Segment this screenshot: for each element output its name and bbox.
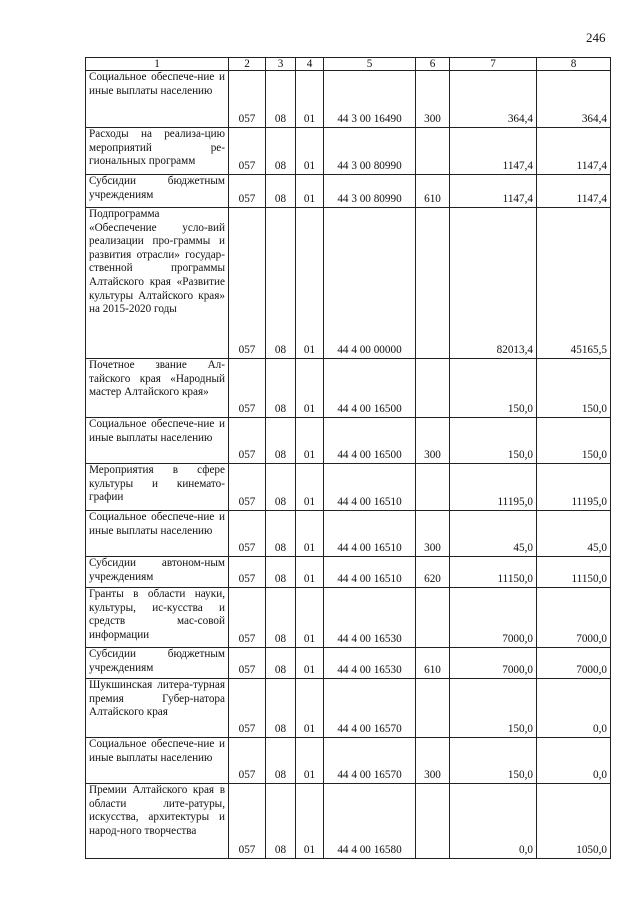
subsection-code: 01	[296, 738, 324, 784]
amount-col8: 7000,0	[537, 588, 611, 648]
subsection-code: 01	[296, 679, 324, 738]
amount-col8: 150,0	[537, 418, 611, 464]
section-code: 08	[266, 128, 296, 175]
column-header: 7	[450, 58, 537, 71]
ministry-code: 057	[229, 418, 266, 464]
expense-name: Социальное обеспече-ние и иные выплаты населению	[86, 738, 229, 784]
table-row	[86, 128, 611, 175]
subsection-code: 01	[296, 71, 324, 128]
amount-col8: 1050,0	[537, 784, 611, 859]
target-code: 44 4 00 16510	[324, 511, 416, 557]
expense-name: Социальное обеспече-ние и иные выплаты населению	[86, 71, 229, 128]
subsection-code: 01	[296, 208, 324, 359]
expense-name: Субсидии автоном-ным учреждениям	[86, 557, 229, 588]
section-code: 08	[266, 784, 296, 859]
table-row	[86, 175, 611, 208]
amount-col8: 45,0	[537, 511, 611, 557]
section-code: 08	[266, 679, 296, 738]
column-header: 1	[86, 58, 229, 71]
section-code: 08	[266, 557, 296, 588]
column-header: 4	[296, 58, 324, 71]
ministry-code: 057	[229, 511, 266, 557]
section-code: 08	[266, 71, 296, 128]
subsection-code: 01	[296, 557, 324, 588]
expense-type-code	[416, 208, 450, 359]
amount-col7: 1147,4	[450, 128, 537, 175]
expense-name: Почетное звание Ал-тайского края «Народный мастер Алтайского края»	[86, 359, 229, 418]
section-code: 08	[266, 648, 296, 679]
target-code: 44 3 00 80990	[324, 128, 416, 175]
column-header: 5	[324, 58, 416, 71]
expense-name: Премии Алтайского края в области лите-ратуры, искусства, архитектуры и народ-ного творчества	[86, 784, 229, 859]
ministry-code: 057	[229, 128, 266, 175]
amount-col8: 7000,0	[537, 648, 611, 679]
amount-col8: 11150,0	[537, 557, 611, 588]
expense-type-code: 610	[416, 175, 450, 208]
column-header: 2	[229, 58, 266, 71]
amount-col7: 1147,4	[450, 175, 537, 208]
amount-col8: 1147,4	[537, 175, 611, 208]
expense-name: Субсидии бюджетным учреждениям	[86, 648, 229, 679]
target-code: 44 4 00 16570	[324, 679, 416, 738]
page-number: 246	[586, 30, 606, 45]
table-row	[86, 464, 611, 511]
amount-col7: 82013,4	[450, 208, 537, 359]
expense-name: Шукшинская литера-турная премия Губер-натора Алтайского края	[86, 679, 229, 738]
target-code: 44 4 00 16570	[324, 738, 416, 784]
ministry-code: 057	[229, 208, 266, 359]
expense-type-code	[416, 784, 450, 859]
amount-col7: 11150,0	[450, 557, 537, 588]
table-row	[86, 588, 611, 648]
section-code: 08	[266, 464, 296, 511]
target-code: 44 4 00 16510	[324, 557, 416, 588]
subsection-code: 01	[296, 175, 324, 208]
expense-name: Социальное обеспече-ние и иные выплаты населению	[86, 418, 229, 464]
column-header: 3	[266, 58, 296, 71]
section-code: 08	[266, 738, 296, 784]
section-code: 08	[266, 175, 296, 208]
amount-col7: 0,0	[450, 784, 537, 859]
amount-col7: 11195,0	[450, 464, 537, 511]
table-row	[86, 71, 611, 128]
ministry-code: 057	[229, 359, 266, 418]
target-code: 44 4 00 16530	[324, 648, 416, 679]
table-row	[86, 679, 611, 738]
expense-type-code: 300	[416, 511, 450, 557]
ministry-code: 057	[229, 71, 266, 128]
expense-type-code: 620	[416, 557, 450, 588]
expense-type-code	[416, 679, 450, 738]
amount-col7: 150,0	[450, 679, 537, 738]
table-header-row	[86, 58, 611, 71]
table-row	[86, 738, 611, 784]
amount-col8: 11195,0	[537, 464, 611, 511]
subsection-code: 01	[296, 511, 324, 557]
amount-col8: 0,0	[537, 679, 611, 738]
target-code: 44 3 00 16490	[324, 71, 416, 128]
section-code: 08	[266, 359, 296, 418]
expense-type-code	[416, 359, 450, 418]
amount-col8: 0,0	[537, 738, 611, 784]
table-row	[86, 557, 611, 588]
subsection-code: 01	[296, 464, 324, 511]
amount-col8: 1147,4	[537, 128, 611, 175]
table-row	[86, 648, 611, 679]
table-row	[86, 208, 611, 359]
expense-type-code	[416, 128, 450, 175]
expense-name: Гранты в области науки, культуры, ис-кусства и средств мас-совой информации	[86, 588, 229, 648]
expense-name: Подпрограмма «Обеспечение усло-вий реализации про-граммы и развития отрасли» государ-ственной программы Алтайского края «Развитие культуры Алтайского края» на 2015-2020 годы	[86, 208, 229, 359]
budget-table	[85, 57, 611, 859]
amount-col7: 45,0	[450, 511, 537, 557]
expense-name: Расходы на реализа-цию мероприятий ре-гиональных программ	[86, 128, 229, 175]
amount-col7: 7000,0	[450, 648, 537, 679]
target-code: 44 4 00 16500	[324, 418, 416, 464]
ministry-code: 057	[229, 464, 266, 511]
target-code: 44 4 00 16500	[324, 359, 416, 418]
subsection-code: 01	[296, 128, 324, 175]
ministry-code: 057	[229, 738, 266, 784]
target-code: 44 4 00 00000	[324, 208, 416, 359]
column-header: 6	[416, 58, 450, 71]
subsection-code: 01	[296, 359, 324, 418]
amount-col8: 364,4	[537, 71, 611, 128]
ministry-code: 057	[229, 557, 266, 588]
amount-col7: 364,4	[450, 71, 537, 128]
column-header: 8	[537, 58, 611, 71]
target-code: 44 4 00 16580	[324, 784, 416, 859]
amount-col8: 45165,5	[537, 208, 611, 359]
amount-col8: 150,0	[537, 359, 611, 418]
amount-col7: 150,0	[450, 359, 537, 418]
subsection-code: 01	[296, 648, 324, 679]
table-row	[86, 418, 611, 464]
ministry-code: 057	[229, 175, 266, 208]
ministry-code: 057	[229, 679, 266, 738]
table-row	[86, 784, 611, 859]
expense-type-code: 300	[416, 738, 450, 784]
table-row	[86, 359, 611, 418]
expense-type-code: 610	[416, 648, 450, 679]
expense-type-code	[416, 464, 450, 511]
subsection-code: 01	[296, 784, 324, 859]
expense-type-code: 300	[416, 71, 450, 128]
section-code: 08	[266, 588, 296, 648]
expense-type-code	[416, 588, 450, 648]
target-code: 44 4 00 16510	[324, 464, 416, 511]
ministry-code: 057	[229, 648, 266, 679]
section-code: 08	[266, 418, 296, 464]
ministry-code: 057	[229, 784, 266, 859]
target-code: 44 4 00 16530	[324, 588, 416, 648]
expense-type-code: 300	[416, 418, 450, 464]
subsection-code: 01	[296, 418, 324, 464]
subsection-code: 01	[296, 588, 324, 648]
section-code: 08	[266, 511, 296, 557]
amount-col7: 150,0	[450, 418, 537, 464]
section-code: 08	[266, 208, 296, 359]
table-row	[86, 511, 611, 557]
amount-col7: 7000,0	[450, 588, 537, 648]
amount-col7: 150,0	[450, 738, 537, 784]
expense-name: Мероприятия в сфере культуры и кинемато-графии	[86, 464, 229, 511]
expense-name: Социальное обеспече-ние и иные выплаты населению	[86, 511, 229, 557]
ministry-code: 057	[229, 588, 266, 648]
expense-name: Субсидии бюджетным учреждениям	[86, 175, 229, 208]
target-code: 44 3 00 80990	[324, 175, 416, 208]
